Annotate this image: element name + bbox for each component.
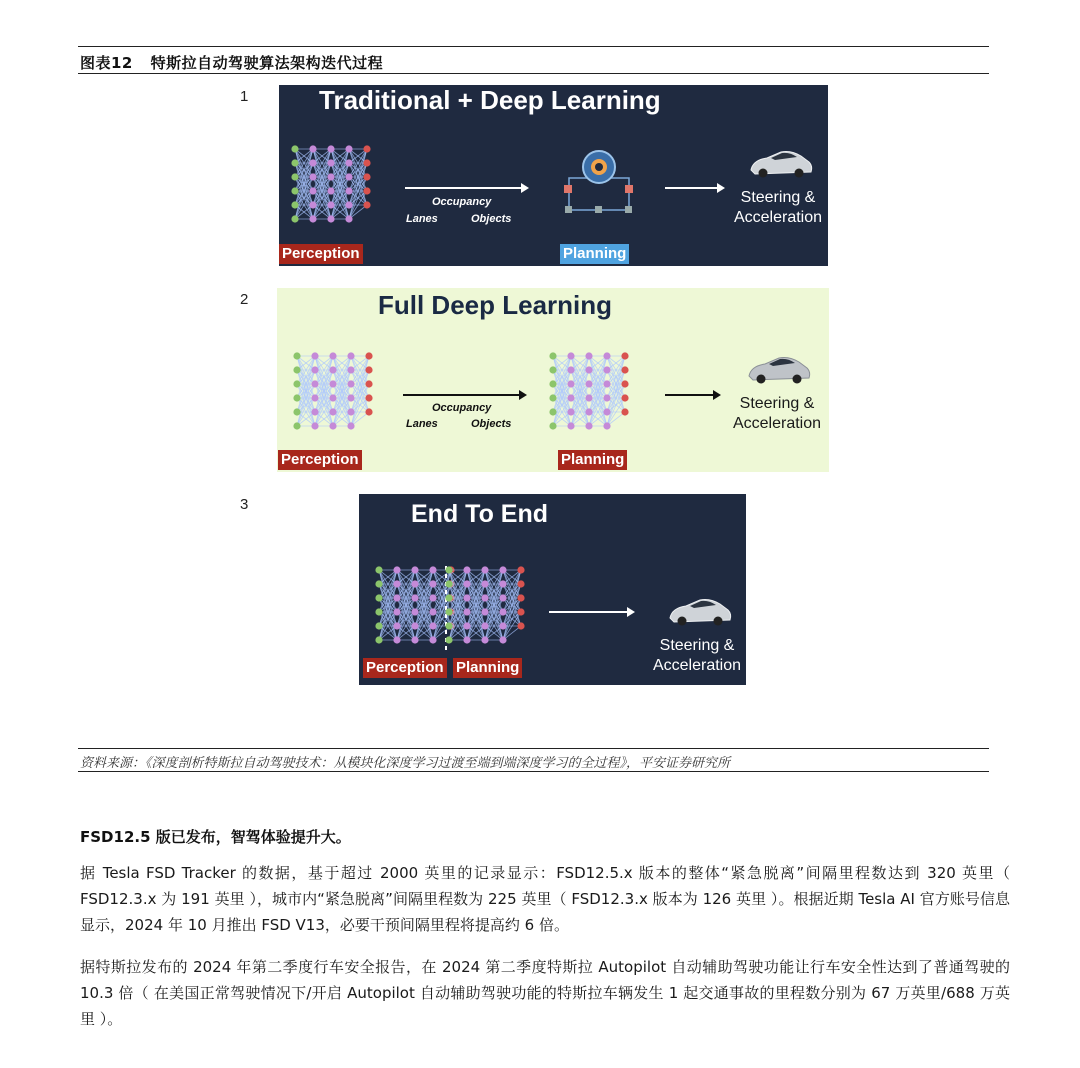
network-node	[393, 566, 400, 573]
network-node	[481, 566, 488, 573]
network-node	[311, 408, 318, 415]
network-node	[345, 201, 352, 208]
network-node	[363, 201, 370, 208]
network-node	[549, 408, 556, 415]
network-node	[311, 380, 318, 387]
figure-title: 特斯拉自动驾驶算法架构迭代过程	[150, 54, 384, 72]
network-node	[363, 173, 370, 180]
occupancy-label: Occupancy	[432, 196, 492, 208]
network-node	[429, 622, 436, 629]
network-node	[621, 380, 628, 387]
network-node	[291, 159, 298, 166]
network-node	[347, 408, 354, 415]
network-node	[585, 422, 592, 429]
network-node	[567, 352, 574, 359]
network-node	[499, 580, 506, 587]
body-paragraph: 据特斯拉发布的 2024 年第二季度行车安全报告，在 2024 第二季度特斯拉 Autopilot 自动辅助驾驶功能让行车安全性达到了普通驾驶的 10.3 倍（ 在美国正常驾驶情况下/开启 Autopilot 自动辅助驾驶功能的特斯拉车辆发生 1 起交通事故的里程数分别为 67 万英里/688 万英里 ）。	[80, 958, 1010, 1028]
network-node	[463, 636, 470, 643]
network-node	[311, 366, 318, 373]
network-node	[291, 145, 298, 152]
network-node	[291, 215, 298, 222]
panel-title: Traditional + Deep Learning	[319, 85, 661, 115]
figure-label: 图表12	[80, 54, 133, 72]
source-note: 资料来源：《深度剖析特斯拉自动驾驶技术：从模块化深度学习过渡至端到端深度学习的全过程》，平安证券研究所	[80, 756, 731, 771]
arrow-icon	[549, 607, 635, 617]
network-node	[499, 608, 506, 615]
network-node	[329, 394, 336, 401]
network-node	[311, 422, 318, 429]
network-node	[365, 366, 372, 373]
network-node	[327, 201, 334, 208]
network-node	[499, 622, 506, 629]
acceleration-text: Acceleration	[733, 209, 823, 226]
network-node	[345, 187, 352, 194]
network-node	[567, 422, 574, 429]
network-node	[549, 366, 556, 373]
network-node	[445, 636, 452, 643]
network-node	[585, 408, 592, 415]
network-node	[567, 380, 574, 387]
arrow-icon	[405, 183, 529, 193]
lanes-label: Lanes	[406, 418, 438, 430]
network-node	[621, 408, 628, 415]
network-node	[329, 366, 336, 373]
network-node	[411, 636, 418, 643]
planning-tag: Planning	[560, 244, 629, 264]
network-node	[567, 366, 574, 373]
network-node	[291, 187, 298, 194]
network-node	[347, 394, 354, 401]
network-node	[345, 159, 352, 166]
network-node	[463, 608, 470, 615]
network-node	[429, 608, 436, 615]
network-node	[445, 622, 452, 629]
network-node	[309, 215, 316, 222]
network-node	[365, 352, 372, 359]
network-node	[499, 594, 506, 601]
diagram-panel-traditional	[279, 85, 828, 266]
network-node	[327, 215, 334, 222]
panel-title: End To End	[411, 500, 549, 528]
network-node	[445, 608, 452, 615]
network-node	[309, 159, 316, 166]
network-node	[517, 594, 524, 601]
network-node	[327, 159, 334, 166]
network-node	[603, 422, 610, 429]
arrow-icon	[665, 183, 725, 193]
network-node	[411, 580, 418, 587]
network-node	[517, 608, 524, 615]
network-node	[585, 352, 592, 359]
network-node	[585, 380, 592, 387]
network-node	[481, 580, 488, 587]
neural-network-icon	[375, 566, 454, 643]
network-node	[345, 215, 352, 222]
network-node	[293, 408, 300, 415]
planning-module-icon	[564, 151, 633, 213]
network-node	[393, 622, 400, 629]
network-node	[393, 580, 400, 587]
network-node	[621, 394, 628, 401]
neural-network-icon	[293, 352, 372, 429]
source-bottom-rule	[78, 771, 989, 772]
perception-tag: Perception	[279, 244, 363, 264]
network-node	[445, 566, 452, 573]
network-node	[445, 580, 452, 587]
network-node	[345, 145, 352, 152]
network-node	[309, 145, 316, 152]
network-node	[329, 352, 336, 359]
network-node	[311, 352, 318, 359]
network-node	[327, 187, 334, 194]
network-node	[549, 394, 556, 401]
network-node	[347, 366, 354, 373]
network-node	[411, 622, 418, 629]
network-node	[549, 352, 556, 359]
output-label	[729, 394, 825, 434]
panel-number: 1	[240, 88, 249, 105]
perception-tag: Perception	[363, 658, 447, 678]
network-node	[429, 566, 436, 573]
network-node	[363, 159, 370, 166]
network-node	[517, 566, 524, 573]
network-node	[463, 566, 470, 573]
network-node	[293, 352, 300, 359]
network-node	[429, 636, 436, 643]
network-node	[411, 594, 418, 601]
network-node	[393, 594, 400, 601]
network-node	[375, 608, 382, 615]
network-node	[549, 380, 556, 387]
network-node	[603, 380, 610, 387]
network-node	[293, 394, 300, 401]
lanes-label: Lanes	[406, 213, 438, 225]
diagram-panel-full-deep-learning	[277, 288, 829, 472]
network-node	[309, 173, 316, 180]
network-node	[621, 366, 628, 373]
arrow-icon	[665, 390, 721, 400]
arrow-icon	[403, 390, 527, 400]
figure-caption	[80, 52, 383, 73]
occupancy-label: Occupancy	[432, 402, 492, 414]
network-node	[347, 422, 354, 429]
section-heading: FSD12.5 版已发布，智驾体验提升大。	[80, 828, 351, 846]
perception-tag: Perception	[278, 450, 362, 470]
network-node	[463, 580, 470, 587]
acceleration-text: Acceleration	[652, 657, 742, 674]
network-node	[293, 366, 300, 373]
network-node	[517, 580, 524, 587]
network-node	[293, 422, 300, 429]
panel-number: 3	[240, 496, 249, 513]
network-node	[363, 145, 370, 152]
network-node	[603, 394, 610, 401]
source-top-rule	[78, 748, 989, 749]
network-node	[293, 380, 300, 387]
network-node	[481, 594, 488, 601]
neural-network-icon	[549, 352, 628, 429]
caption-bottom-rule	[78, 73, 989, 74]
output-label	[649, 636, 745, 676]
network-node	[411, 566, 418, 573]
network-node	[517, 622, 524, 629]
network-node	[411, 608, 418, 615]
planning-tag: Planning	[558, 450, 627, 470]
steering-text: Steering &	[740, 189, 816, 206]
network-node	[549, 422, 556, 429]
network-node	[603, 352, 610, 359]
network-node	[291, 173, 298, 180]
network-node	[375, 636, 382, 643]
acceleration-text: Acceleration	[732, 415, 822, 432]
network-node	[345, 173, 352, 180]
network-node	[375, 594, 382, 601]
network-node	[463, 622, 470, 629]
network-node	[499, 636, 506, 643]
objects-label: Objects	[471, 418, 512, 430]
steering-text: Steering &	[739, 395, 815, 412]
network-node	[327, 173, 334, 180]
network-node	[327, 145, 334, 152]
network-node	[309, 187, 316, 194]
network-node	[365, 394, 372, 401]
network-node	[621, 352, 628, 359]
steering-text: Steering &	[659, 637, 735, 654]
car-icon	[751, 152, 812, 178]
panel-number: 2	[240, 291, 249, 308]
output-label	[731, 188, 825, 228]
network-node	[309, 201, 316, 208]
network-node	[291, 201, 298, 208]
network-node	[481, 608, 488, 615]
neural-network-icon	[445, 566, 524, 643]
network-node	[429, 594, 436, 601]
network-node	[463, 594, 470, 601]
body-paragraph: 据 Tesla FSD Tracker 的数据，基于超过 2000 英里的记录显示：FSD12.5.x 版本的整体“紧急脱离”间隔里程数达到 320 英里（ FSD12.3.x 为 191 英里 ），城市内“紧急脱离”间隔里程数为 225 英里（ FSD12.3.x 版本为 126 英里 ）。根据近期 Tesla AI 官方账号信息显示，2024 年 10 月推出 FSD V13，必要干预间隔里程将提高约 6 倍。	[80, 864, 1010, 934]
network-node	[393, 608, 400, 615]
network-node	[603, 366, 610, 373]
neural-network-icon	[291, 145, 370, 222]
panel-title: Full Deep Learning	[378, 290, 613, 320]
network-node	[585, 394, 592, 401]
network-node	[375, 580, 382, 587]
car-icon	[670, 600, 731, 626]
network-node	[311, 394, 318, 401]
planning-tag: Planning	[453, 658, 522, 678]
caption-top-rule	[78, 46, 989, 47]
network-node	[363, 187, 370, 194]
diagram-panel-end-to-end	[359, 494, 746, 685]
network-node	[603, 408, 610, 415]
network-node	[329, 422, 336, 429]
network-node	[481, 622, 488, 629]
network-node	[365, 380, 372, 387]
car-icon	[749, 358, 810, 384]
objects-label: Objects	[471, 213, 512, 225]
network-node	[365, 408, 372, 415]
network-node	[347, 352, 354, 359]
network-node	[375, 566, 382, 573]
network-node	[347, 380, 354, 387]
network-node	[499, 566, 506, 573]
network-node	[329, 380, 336, 387]
network-node	[567, 408, 574, 415]
network-node	[429, 580, 436, 587]
network-node	[585, 366, 592, 373]
network-node	[481, 636, 488, 643]
network-node	[329, 408, 336, 415]
network-node	[375, 622, 382, 629]
network-node	[445, 594, 452, 601]
network-node	[393, 636, 400, 643]
network-node	[567, 394, 574, 401]
